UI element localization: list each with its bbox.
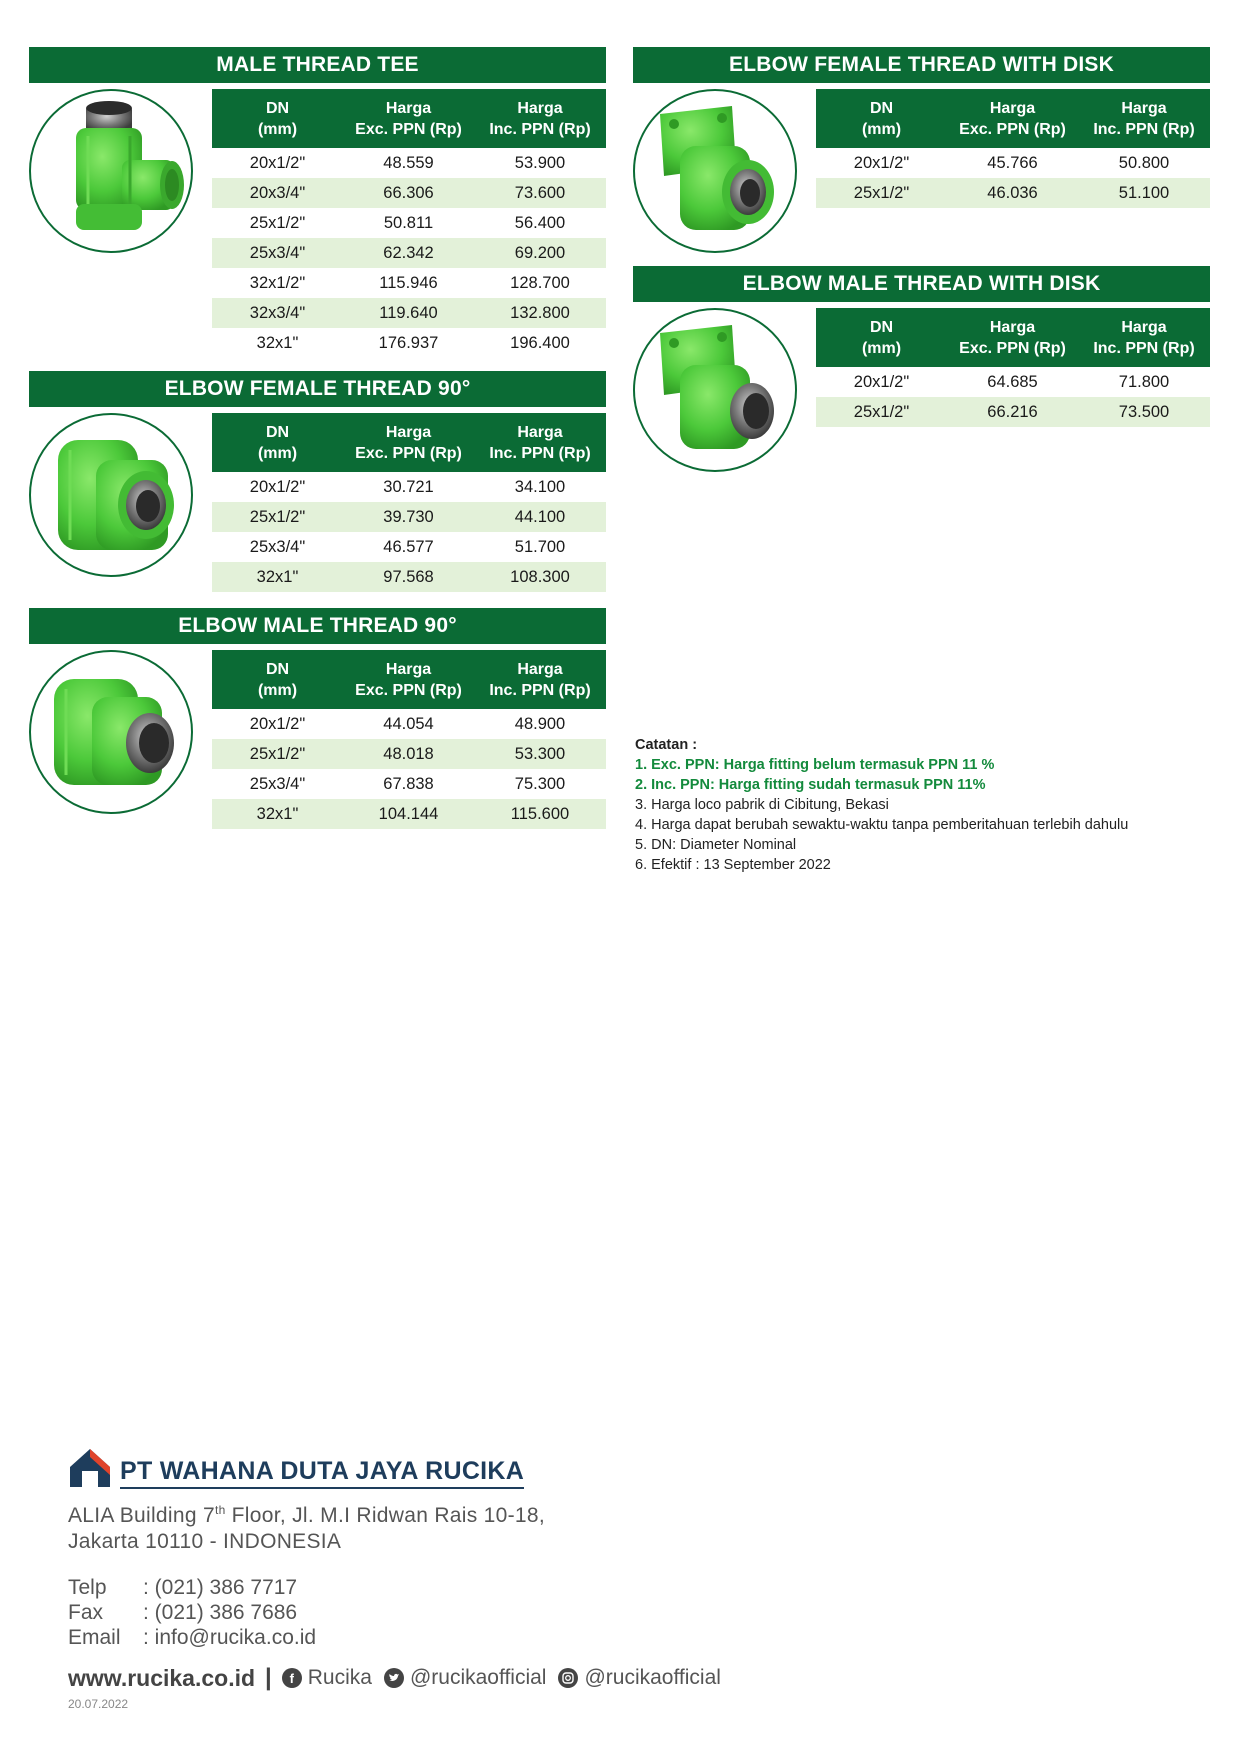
price-table <box>816 89 1210 208</box>
company-header <box>68 1447 828 1489</box>
instagram-handle: @rucikaofficial <box>584 1666 721 1689</box>
note-item: 3. Harga loco pabrik di Cibitung, Bekasi <box>635 797 889 813</box>
elbow-male-thread-icon <box>36 657 186 807</box>
table-cell: 44.054 <box>383 714 434 733</box>
contact-telp <box>68 1575 828 1600</box>
note-item: 6. Efektif : 13 September 2022 <box>635 857 831 873</box>
address-line: Jakarta 10110 - INDONESIA <box>68 1530 342 1553</box>
table-cell: 196.400 <box>510 333 570 352</box>
contact-value: : (021) 386 7686 <box>143 1601 298 1624</box>
facebook-icon: f <box>282 1668 302 1688</box>
table-row <box>816 367 1210 397</box>
table-row <box>212 148 606 178</box>
table-cell: 32x1" <box>256 333 299 352</box>
table-row <box>212 769 606 799</box>
col-header-dn: DN (mm) <box>212 413 343 472</box>
table-cell: 20x1/2" <box>249 714 306 733</box>
section-title: ELBOW FEMALE THREAD WITH DISK <box>633 47 1210 83</box>
price-table <box>212 413 606 592</box>
table-cell: 62.342 <box>343 238 474 268</box>
section-elbow-female-thread-with-disk <box>633 47 1210 202</box>
table-row <box>212 502 606 532</box>
twitter-link[interactable] <box>384 1666 546 1690</box>
table-cell: 32x1/2" <box>249 273 306 292</box>
table-cell: 25x1/2" <box>816 397 947 427</box>
section-elbow-female-thread-90 <box>29 371 606 586</box>
table-row <box>212 178 606 208</box>
table-cell: 73.600 <box>474 178 606 208</box>
table-cell: 69.200 <box>474 238 606 268</box>
table-cell: 45.766 <box>987 153 1038 172</box>
contact-value: : (021) 386 7717 <box>143 1576 298 1599</box>
facebook-link[interactable] <box>282 1666 372 1690</box>
table-cell: 66.306 <box>343 178 474 208</box>
table-row <box>212 472 606 502</box>
table-cell: 128.700 <box>510 273 570 292</box>
table-cell: 30.721 <box>383 477 434 496</box>
table-cell: 25x3/4" <box>212 238 343 268</box>
date-code: 20.07.2022 <box>68 1697 129 1711</box>
table-cell: 71.800 <box>1118 372 1170 391</box>
table-cell: 97.568 <box>343 562 474 592</box>
product-image <box>29 89 193 253</box>
notes-title: Catatan : <box>635 737 698 753</box>
company-name: PT WAHANA DUTA JAYA RUCIKA <box>120 1457 524 1489</box>
address-line: ALIA Building 7th Floor, Jl. M.I Ridwan Rais 10-18, <box>68 1503 546 1527</box>
table-row <box>212 799 606 829</box>
table-cell: 20x1/2" <box>249 153 306 172</box>
table-cell: 53.300 <box>474 739 606 769</box>
table-cell: 56.400 <box>514 213 566 232</box>
col-header-dn: DN (mm) <box>816 308 947 367</box>
table-cell: 25x3/4" <box>249 537 306 556</box>
note-item: 1. Exc. PPN: Harga fitting belum termasuk PPN 11 % <box>635 757 995 773</box>
web-social-row <box>68 1664 828 1692</box>
notes <box>635 735 1128 875</box>
table-cell: 75.300 <box>514 774 566 793</box>
table-row <box>212 298 606 328</box>
footer <box>68 1447 828 1711</box>
section-elbow-male-thread-90 <box>29 608 606 823</box>
col-header-exc-ppn: Harga Exc. PPN (Rp) <box>947 89 1078 148</box>
separator: | <box>265 1664 272 1691</box>
contact-label: Email <box>68 1626 121 1649</box>
table-cell: 20x1/2" <box>249 477 306 496</box>
table-row <box>212 709 606 739</box>
col-header-inc-ppn: Harga Inc. PPN (Rp) <box>474 89 606 148</box>
elbow-female-disk-icon <box>640 96 790 246</box>
note-item: 2. Inc. PPN: Harga fitting sudah termasuk PPN 11% <box>635 777 986 793</box>
address <box>68 1497 828 1555</box>
table-cell: 20x1/2" <box>853 372 910 391</box>
contact-email <box>68 1625 828 1650</box>
section-title: MALE THREAD TEE <box>29 47 606 83</box>
col-header-exc-ppn: Harga Exc. PPN (Rp) <box>947 308 1078 367</box>
product-image <box>29 413 193 577</box>
section-title: ELBOW FEMALE THREAD 90° <box>29 371 606 407</box>
price-table <box>212 650 606 829</box>
table-cell: 53.900 <box>514 153 566 172</box>
table-row <box>212 739 606 769</box>
elbow-female-thread-icon <box>36 420 186 570</box>
table-cell: 48.559 <box>383 153 434 172</box>
table-cell: 32x1" <box>212 562 343 592</box>
table-row <box>816 397 1210 427</box>
col-header-inc-ppn: Harga Inc. PPN (Rp) <box>474 650 606 709</box>
col-header-inc-ppn: Harga Inc. PPN (Rp) <box>474 413 606 472</box>
table-row <box>212 268 606 298</box>
col-header-exc-ppn: Harga Exc. PPN (Rp) <box>343 650 474 709</box>
contact-info <box>68 1575 828 1650</box>
table-cell: 48.900 <box>514 714 566 733</box>
table-cell: 25x1/2" <box>816 178 947 208</box>
table-cell: 50.811 <box>383 213 434 232</box>
section-title: ELBOW MALE THREAD 90° <box>29 608 606 644</box>
table-cell: 73.500 <box>1078 397 1210 427</box>
contact-fax <box>68 1600 828 1625</box>
col-header-inc-ppn: Harga Inc. PPN (Rp) <box>1078 308 1210 367</box>
table-row <box>816 178 1210 208</box>
table-cell: 46.577 <box>383 537 434 556</box>
table-cell: 132.800 <box>474 298 606 328</box>
product-image <box>633 308 797 472</box>
note-item: 5. DN: Diameter Nominal <box>635 837 797 853</box>
col-header-inc-ppn: Harga Inc. PPN (Rp) <box>1078 89 1210 148</box>
contact-label: Fax <box>68 1601 104 1624</box>
table-cell: 46.036 <box>947 178 1078 208</box>
twitter-handle: @rucikaofficial <box>409 1666 547 1689</box>
website-link[interactable]: www.rucika.co.id <box>68 1664 256 1691</box>
table-cell: 108.300 <box>474 562 606 592</box>
product-image <box>633 89 797 253</box>
section-male-thread-tee <box>29 47 606 352</box>
company-logo <box>68 1447 112 1489</box>
table-cell: 39.730 <box>343 502 474 532</box>
table-cell: 115.946 <box>379 273 438 292</box>
col-header-dn: DN (mm) <box>212 89 343 148</box>
table-cell: 51.700 <box>514 537 566 556</box>
male-thread-tee-icon <box>36 96 186 246</box>
table-cell: 176.937 <box>378 333 439 352</box>
table-cell: 25x1/2" <box>212 502 343 532</box>
table-cell: 48.018 <box>343 739 474 769</box>
table-cell: 32x3/4" <box>212 298 343 328</box>
table-cell: 25x3/4" <box>249 774 306 793</box>
table-cell: 20x1/2" <box>853 153 910 172</box>
table-row <box>212 208 606 238</box>
contact-value: : info@rucika.co.id <box>143 1626 317 1649</box>
table-row <box>212 328 606 358</box>
col-header-exc-ppn: Harga Exc. PPN (Rp) <box>343 89 474 148</box>
product-image <box>29 650 193 814</box>
contact-label: Telp <box>68 1576 107 1599</box>
table-cell: 115.600 <box>474 799 606 829</box>
table-cell: 119.640 <box>343 298 474 328</box>
section-elbow-male-thread-with-disk <box>633 266 1210 421</box>
section-title: ELBOW MALE THREAD WITH DISK <box>633 266 1210 302</box>
col-header-dn: DN (mm) <box>212 650 343 709</box>
table-cell: 66.216 <box>947 397 1078 427</box>
table-cell: 104.144 <box>343 799 474 829</box>
twitter-icon <box>384 1668 404 1688</box>
instagram-icon <box>558 1668 578 1688</box>
instagram-link[interactable] <box>558 1666 720 1690</box>
col-header-dn: DN (mm) <box>816 89 947 148</box>
table-cell: 44.100 <box>474 502 606 532</box>
table-row <box>816 148 1210 178</box>
table-cell: 25x1/2" <box>249 213 306 232</box>
note-item: 4. Harga dapat berubah sewaktu-waktu tanpa pemberitahuan terlebih dahulu <box>635 817 1129 833</box>
price-table <box>212 89 606 358</box>
elbow-male-disk-icon <box>640 315 790 465</box>
table-cell: 51.100 <box>1078 178 1210 208</box>
table-row <box>212 562 606 592</box>
col-header-exc-ppn: Harga Exc. PPN (Rp) <box>343 413 474 472</box>
price-table <box>816 308 1210 427</box>
table-cell: 34.100 <box>514 477 566 496</box>
table-cell: 25x1/2" <box>212 739 343 769</box>
table-cell: 50.800 <box>1118 153 1170 172</box>
facebook-handle: Rucika <box>307 1666 372 1689</box>
table-cell: 64.685 <box>987 372 1038 391</box>
table-row <box>212 532 606 562</box>
table-cell: 20x3/4" <box>212 178 343 208</box>
table-row <box>212 238 606 268</box>
table-cell: 32x1" <box>212 799 343 829</box>
table-cell: 67.838 <box>383 774 434 793</box>
